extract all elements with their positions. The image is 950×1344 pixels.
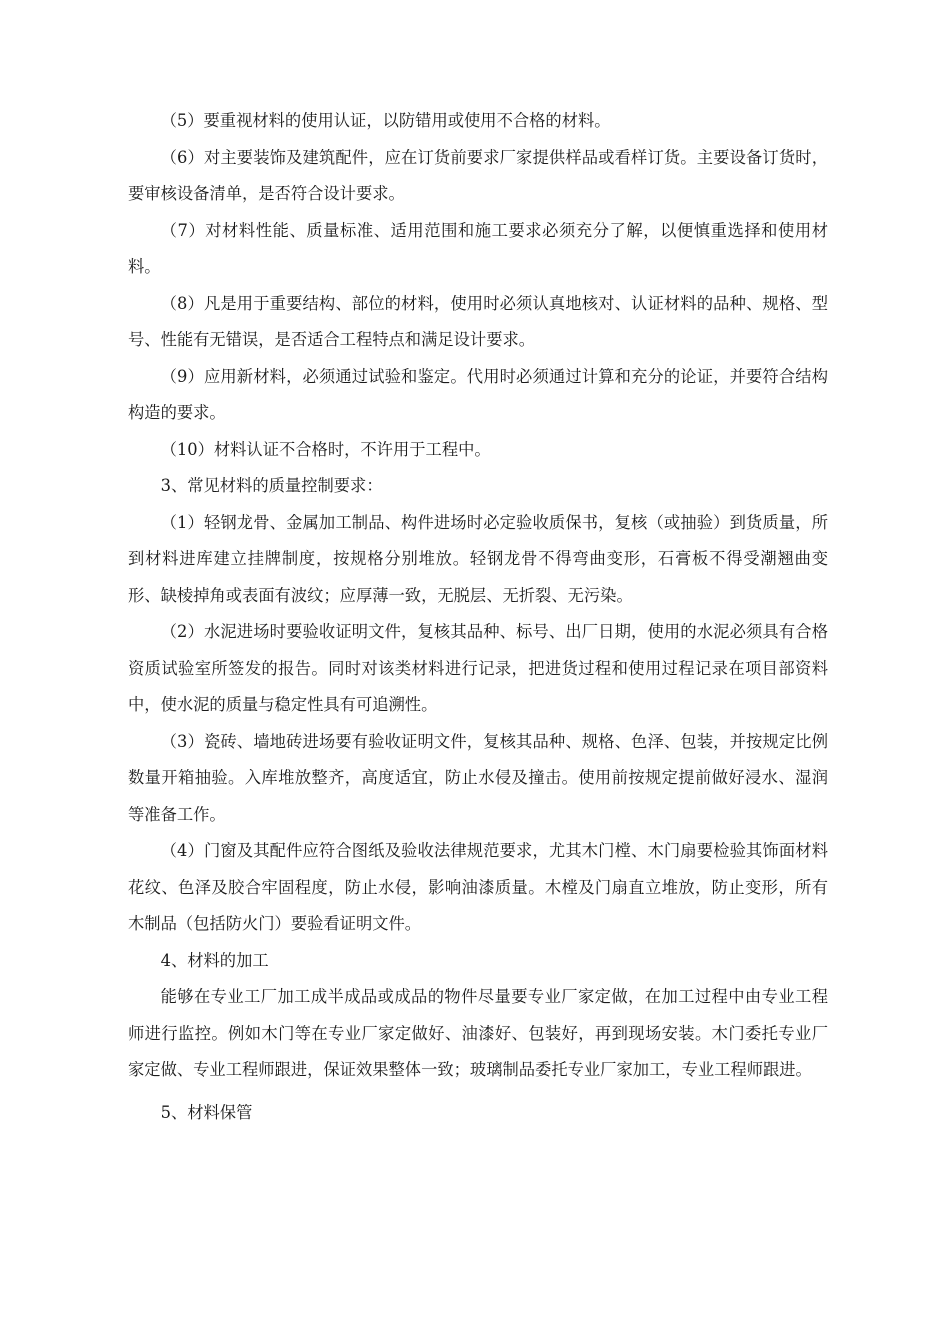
paragraph-item-6: （6）对主要装饰及建筑配件，应在订货前要求厂家提供样品或看样订货。主要设备订货时，要审核设备清单，是否符合设计要求。: [128, 147, 828, 203]
paragraph-item-8: （8）凡是用于重要结构、部位的材料，使用时必须认真地核对、认证材料的品种、规格、型号、性能有无错误，是否适合工程特点和满足设计要求。: [128, 293, 828, 349]
paragraph-item-3-1: （1）轻钢龙骨、金属加工制品、构件进场时必定验收质保书，复核（或抽验）到货质量，所到材料进库建立挂牌制度，按规格分别堆放。轻钢龙骨不得弯曲变形，石膏板不得受潮翘曲变形、缺棱掉角或表面有波纹；应厚薄一致，无脱层、无折裂、无污染。: [128, 512, 828, 605]
section-heading-5: 5、材料保管: [160, 1102, 253, 1122]
paragraph-item-9: （9）应用新材料，必须通过试验和鉴定。代用时必须通过计算和充分的论证，并要符合结构构造的要求。: [128, 366, 828, 422]
paragraph-item-5: （5）要重视材料的使用认证，以防错用或使用不合格的材料。: [160, 111, 611, 130]
paragraph-processing: 能够在专业工厂加工成半成品或成品的物件尽量要专业厂家定做，在加工过程中由专业工程师进行监控。例如木门等在专业厂家定做好、油漆好、包装好，再到现场安装。木门委托专业厂家定做、专业工程师跟进，保证效果整体一致；玻璃制品委托专业厂家加工，专业工程师跟进。: [128, 987, 828, 1079]
paragraph-item-10: （10）材料认证不合格时，不许用于工程中。: [160, 439, 491, 459]
section-heading-4: 4、材料的加工: [160, 950, 269, 970]
paragraph-item-3-2: （2）水泥进场时要验收证明文件，复核其品种、标号、出厂日期，使用的水泥必须具有合格资质试验室所签发的报告。同时对该类材料进行记录，把进货过程和使用过程记录在项目部资料中，使水泥的质量与稳定性具有可追溯性。: [128, 622, 828, 714]
paragraph-item-7: （7）对材料性能、质量标准、适用范围和施工要求必须充分了解，以便慎重选择和使用材料。: [128, 220, 828, 276]
section-heading-3: 3、常见材料的质量控制要求：: [160, 476, 383, 495]
paragraph-item-3-3: （3）瓷砖、墙地砖进场要有验收证明文件，复核其品种、规格、色泽、包装，并按规定比例数量开箱抽验。入库堆放整齐，高度适宜，防止水侵及撞击。使用前按规定提前做好浸水、湿润等准备工作。: [128, 731, 828, 824]
document-page: [128, 103, 828, 1131]
paragraph-item-3-4: （4）门窗及其配件应符合图纸及验收法律规范要求，尤其木门樘、木门扇要检验其饰面材料花纹、色泽及胶合牢固程度，防止水侵，影响油漆质量。木樘及门扇直立堆放，防止变形，所有木制品（包括防火门）要验看证明文件。: [128, 841, 828, 933]
